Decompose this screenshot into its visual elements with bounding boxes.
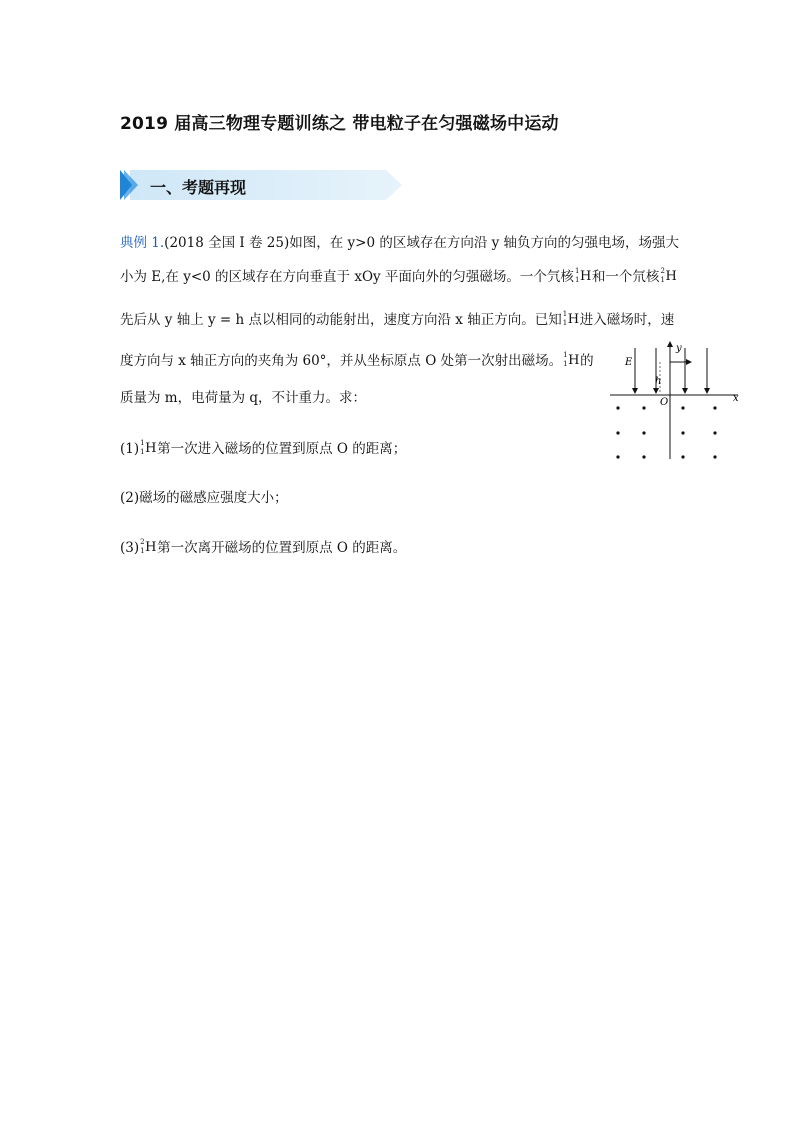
magnetic-field-dots (616, 406, 716, 458)
problem-line-2: 小为 E,在 y<0 的区域存在方向垂直于 xOy 平面向外的匀强磁场。一个氕核 1 1 H 和一个氘核 2 1 H (120, 267, 677, 285)
label-E: E (625, 357, 633, 368)
problem-line-3: 先后从 y 轴上 y = h 点以相同的动能射出，速度方向沿 x 轴正方向。已知 1 1 H 进入磁场时，速 (120, 310, 675, 328)
protium-symbol: 1 1 H (140, 439, 157, 456)
label-h: h (655, 376, 662, 387)
field-diagram (605, 338, 755, 464)
problem-line-1: 典例 1.(2018 全国 I 卷 25)如图，在 y>0 的区域存在方向沿 y 轴负方向的匀强电场，场强大 (120, 235, 680, 251)
protium-symbol: 1 1 H (563, 351, 580, 368)
label-y: y (676, 343, 682, 354)
question-1: (1) 1 1 H 第一次进入磁场的位置到原点 O 的距离； (120, 439, 407, 457)
problem-line-4: 度方向与 x 轴正方向的夹角为 60°，并从坐标原点 O 处第一次射出磁场。 1 1 H 的 (120, 351, 594, 369)
page-title: 2019 届高三物理专题训练之 带电粒子在匀强磁场中运动 (120, 114, 559, 134)
label-x: x (733, 393, 739, 404)
question-3: (3) 2 1 H 第一次离开磁场的位置到原点 O 的距离。 (120, 538, 407, 556)
question-2: (2)磁场的磁感应强度大小； (120, 490, 288, 506)
protium-symbol: 1 1 H (574, 267, 592, 284)
deuterium-symbol: 2 1 H (140, 538, 157, 555)
label-O: O (660, 397, 669, 408)
protium-symbol: 1 1 H (562, 310, 580, 327)
problem-line-5: 质量为 m，电荷量为 q，不计重力。求： (120, 390, 367, 406)
section-heading: 一、考题再现 (150, 178, 247, 197)
section-banner (120, 168, 404, 202)
example-label: 典例 1. (120, 235, 165, 251)
deuterium-symbol: 2 1 H (660, 267, 677, 284)
